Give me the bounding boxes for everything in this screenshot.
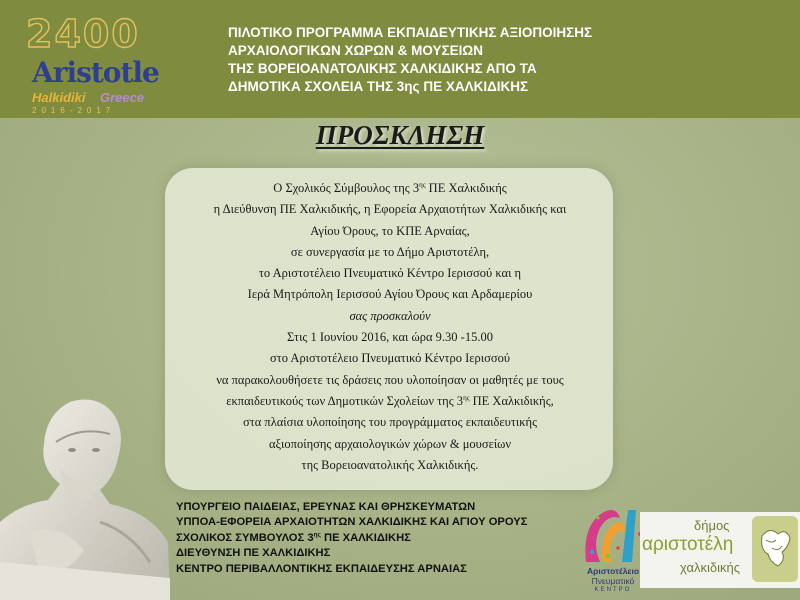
invitation-line-10: να παρακολουθήσετε τις δράσεις που υλοποίησαν οι μαθητές με τους [216,372,564,387]
logo-region: Halkidiki [32,90,86,105]
program-heading [228,24,788,96]
invitation-line-13: αξιοποίησης αρχαιολογικών χώρων & μουσείων [268,436,512,451]
invitation-line-14: της Βορειοανατολικής Χαλκιδικής. [301,457,479,472]
invitation-title: ΠΡΟΣΚΛΗΣΗ [315,120,485,150]
organizer-line-3 [176,531,576,546]
organizer-line-3-sup: ης [313,531,321,539]
logo-years: 2016-2017 [32,106,116,115]
municipality-word-1: δήμος [694,518,730,533]
aristotle-2400-logo [4,4,182,116]
invitation-line-11b: ΠΕ Χαλκιδικής, [469,393,554,408]
municipality-emblem [752,516,798,582]
invitation-line [170,391,610,412]
organizer-line-3a: ΣΧΟΛΙΚΟΣ ΣΥΜΒΟΥΛΟΣ 3 [176,531,314,544]
invitation-line [170,178,610,199]
program-heading-line-3: ΤΗΣ ΒΟΡΕΙΟΑΝΑΤΟΛΙΚΗΣ ΧΑΛΚΙΔΙΚΗΣ ΑΠΟ ΤΑ [228,61,537,76]
invitation-line-1b: ΠΕ Χαλκιδικής [425,181,507,195]
center-logo-name: Αριστοτέλειο [586,566,640,576]
header-band [0,0,800,118]
municipality-logo [640,512,800,588]
aristotle-center-logo-mark [578,504,648,566]
logo-year: 2400 [26,12,140,56]
organizer-line-1: ΥΠΟΥΡΓΕΙΟ ΠΑΙΔΕΙΑΣ, ΕΡΕΥΝΑΣ ΚΑΙ ΘΡΗΣΚΕΥΜΑΤΩΝ [176,501,476,513]
center-logo-sub2: ΚΕΝΤΡΟ [594,587,632,593]
invitation-line-1-sup: ης [419,180,426,189]
program-heading-line-1: ΠΙΛΟΤΙΚΟ ΠΡΟΓΡΑΜΜΑ ΕΚΠΑΙΔΕΥΤΙΚΗΣ ΑΞΙΟΠΟΙΗΣΗΣ [228,25,593,40]
invitation-line-12: στα πλαίσια υλοποίησης του προγράμματος εκπαιδευτικής [242,415,538,430]
invitation-line-11-sup: ης [463,393,470,402]
invitation-line-5: το Αριστοτέλειο Πνευματικό Κέντρο Ιερισσού και η [258,266,522,281]
invitation-text [170,178,610,476]
invitation-line-8: Στις 1 Ιουνίου 2016, και ώρα 9.30 -15.00 [287,330,493,345]
organizer-line-5: ΚΕΝΤΡΟ ΠΕΡΙΒΑΛΛΟΝΤΙΚΗΣ ΕΚΠΑΙΔΕΥΣΗΣ ΑΡΝΑΙΑΣ [176,562,467,575]
invitation-line-6: Ιερά Μητρόπολη Ιερισσού Αγίου Όρους και Αρδαμερίου [247,287,533,302]
invitation-line-7: σας προσκαλούν [349,308,431,323]
invitation-line-9: στο Αριστοτέλειο Πνευματικό Κέντρο Ιερισσού [269,351,511,366]
program-heading-line-2: ΑΡΧΑΙΟΛΟΓΙΚΩΝ ΧΩΡΩΝ & ΜΟΥΣΕΙΩΝ [228,43,483,58]
organizer-line-3b: ΠΕ ΧΑΛΚΙΔΙΚΗΣ [320,531,411,544]
organizer-line-2: ΥΠΠΟΑ-ΕΦΟΡΕΙΑ ΑΡΧΑΙΟΤΗΤΩΝ ΧΑΛΚΙΔΙΚΗΣ ΚΑΙ ΑΓΙΟΥ ΟΡΟΥΣ [176,516,528,529]
invitation-line-11a: εκπαιδευτικούς των Δημοτικών Σχολείων της 3 [226,393,464,408]
aristotle-statue-illustration [0,372,170,600]
invitation-line-1a: Ο Σχολικός Σύμβουλος της 3 [273,181,420,195]
logo-country: Greece [100,90,145,105]
organizers-footer [176,500,576,577]
invitation-line-4: σε συνεργασία με το Δήμο Αριστοτέλη, [290,244,490,259]
invitation-line-3: Αγίου Όρους, το ΚΠΕ Αρναίας, [310,223,470,238]
municipality-word-2: αριστοτέλη [642,534,734,555]
organizer-line-4: ΔΙΕΥΘΥΝΣΗ ΠΕ ΧΑΛΚΙΔΙΚΗΣ [176,547,331,560]
program-heading-line-4: ΔΗΜΟΤΙΚΑ ΣΧΟΛΕΙΑ ΤΗΣ 3ης ΠΕ ΧΑΛΚΙΔΙΚΗΣ [228,79,529,94]
center-logo-sub: Πνευματικό [591,576,635,586]
municipality-word-3: χαλκιδικής [680,560,740,575]
logo-word: Aristotle [32,56,159,89]
invitation-line-2: η Διεύθυνση ΠΕ Χαλκιδικής, η Εφορεία Αρχαιοτήτων Χαλκιδικής και [213,202,567,217]
